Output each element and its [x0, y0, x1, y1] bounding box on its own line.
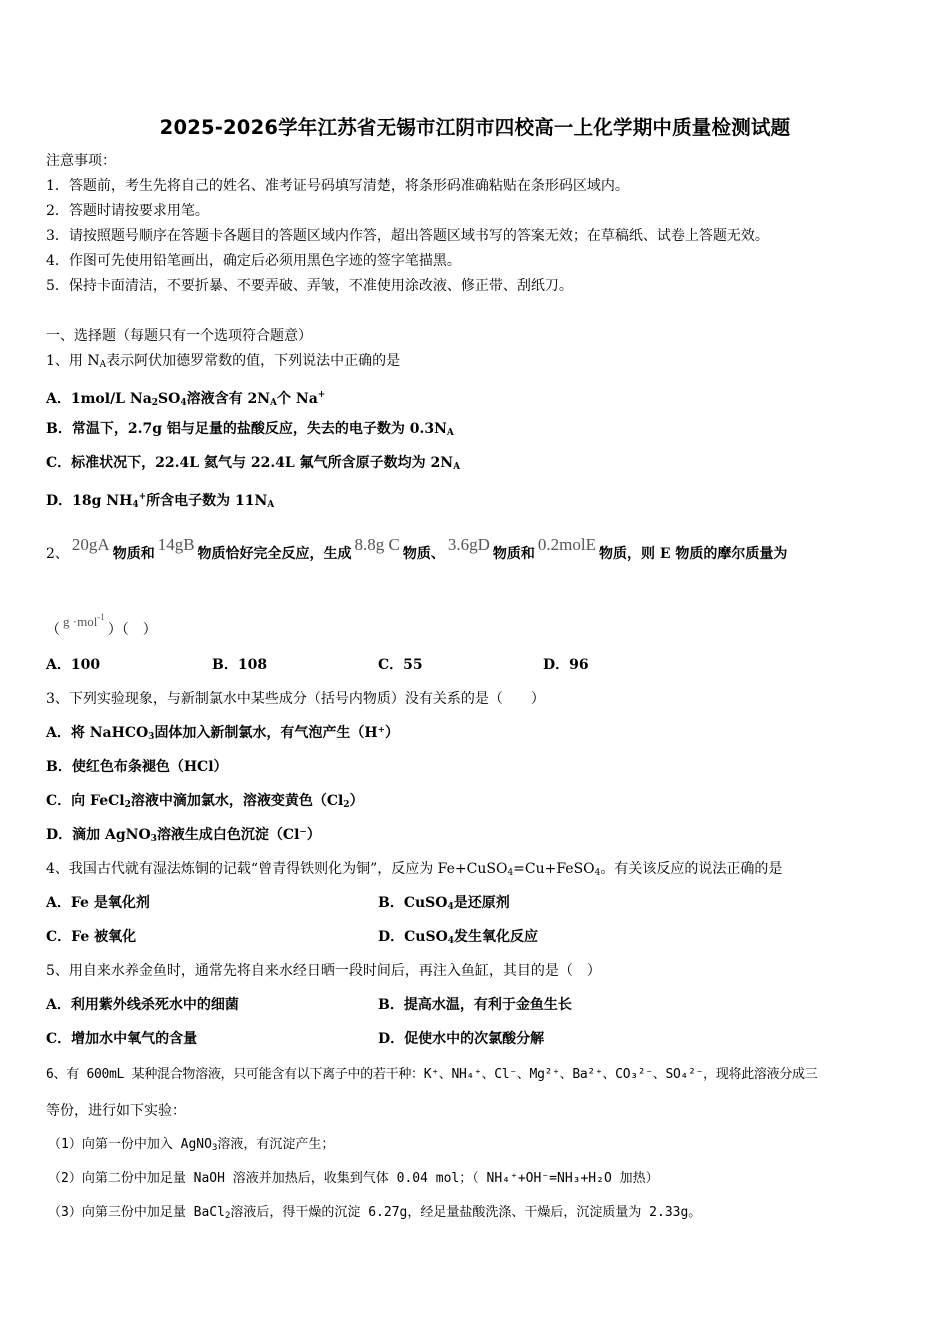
notice-item: 4．作图可先使用铅笔画出，确定后必须用黑色字迹的签字笔描黑。: [46, 253, 461, 269]
formula-image: 14gB: [157, 535, 195, 554]
question-5-option-a: A．利用紫外线杀死水中的细菌: [46, 997, 239, 1013]
question-3-option-a: A．将 NaHCO$_3$固体加入新制氯水，有气泡产生（H⁺）: [46, 725, 400, 742]
question-2-stem: 2、 20gA 物质和 14gB 物质恰好完全反应，生成 8.8g C 物质、 3.6gD 物质和 0.2molE 物质，则 E 物质的摩尔质量为: [46, 535, 788, 562]
notice-item: 1．答题前，考生先将自己的姓名、准考证号码填写清楚，将条形码准确粘贴在条形码区域内。: [46, 178, 629, 194]
question-2-option-c: C．55: [378, 657, 423, 673]
question-6-stem-continued: 等份，进行如下实验：: [46, 1103, 186, 1119]
question-3-stem: 3、下列实验现象，与新制氯水中某些成分（括号内物质）没有关系的是（ ）: [46, 691, 545, 707]
question-3-option-c: C．向 FeCl$_2$溶液中滴加氯水，溶液变黄色$(Cl_2)$: [46, 793, 364, 810]
question-5-option-b: B．提高水温，有利于金鱼生长: [378, 997, 572, 1013]
question-6-experiment-3: （3）向第三份中加足量 BaCl$_2$溶液后，得干燥的沉淀 6.27g，经足量盐酸洗涤、干燥后，沉淀质量为 2.33g。: [48, 1205, 702, 1221]
question-6-stem: 6、有 600mL 某种混合物溶液，只可能含有以下离子中的若干种：K⁺、NH₄⁺、Cl⁻、Mg²⁺、Ba²⁺、CO₃²⁻、SO₄²⁻，现将此溶液分成三: [46, 1067, 818, 1082]
question-4-option-a: A．Fe 是氧化剂: [46, 895, 150, 911]
question-1-option-a: A．1mol/L $Na_2SO_4$溶液含有 $2N_A$个 Na+: [46, 390, 326, 408]
question-1-stem: 1、用 $N_A$表示阿伏加德罗常数的值，下列说法中正确的是: [46, 353, 401, 370]
question-5-option-c: C．增加水中氧气的含量: [46, 1031, 198, 1047]
question-3-option-d: D．滴加 AgNO$_3$溶液生成白色沉淀（Cl⁻）: [46, 827, 321, 844]
question-6-experiment-1: （1）向第一份中加入 AgNO$_3$溶液，有沉淀产生；: [48, 1137, 335, 1153]
formula-image: 3.6gD: [447, 535, 490, 554]
question-4-option-c: C．Fe 被氧化: [46, 929, 137, 945]
notice-item: 3．请按照题号顺序在答题卡各题目的答题区域内作答，超出答题区域书写的答案无效；在草稿纸、试卷上答题无效。: [46, 228, 769, 244]
question-2-unit: （g ·mol$^{-1}$）（ ）: [46, 608, 157, 639]
question-1-option-d: D．18g $NH_4^+$所含电子数为 $11N_A$: [46, 492, 275, 510]
question-1-option-b: B．常温下，2.7g 铝与足量的盐酸反应，失去的电子数为 $0.3N_A$: [46, 421, 454, 438]
question-2-option-a: A．100: [46, 657, 101, 673]
notice-item: 2．答题时请按要求用笔。: [46, 203, 209, 219]
notice-item: 5．保持卡面清洁，不要折暴、不要弄破、弄皱，不准使用涂改液、修正带、刮纸刀。: [46, 278, 573, 294]
formula-image: 8.8g C: [354, 535, 400, 554]
section-heading: 一、选择题（每题只有一个选项符合题意）: [46, 328, 312, 344]
question-4-option-d: D．CuSO$_4$发生氧化反应: [378, 929, 539, 946]
question-2-option-d: D．96: [543, 657, 589, 673]
question-5-stem: 5、用自来水养金鱼时，通常先将自来水经日晒一段时间后，再注入鱼缸，其目的是（ ）: [46, 963, 601, 979]
question-4-option-b: B．CuSO$_4$是还原剂: [378, 895, 510, 912]
question-3-option-b: B．使红色布条褪色（HCl）: [46, 759, 228, 775]
notice-heading: 注意事项：: [46, 153, 116, 169]
question-4-stem: 4、我国古代就有湿法炼铜的记载“曾青得铁则化为铜”，反应为 Fe+CuSO$_4$=Cu+FeSO$_4$。有关该反应的说法正确的是: [46, 861, 783, 878]
question-5-option-d: D．促使水中的次氯酸分解: [378, 1031, 545, 1047]
question-2-option-b: B．108: [212, 657, 268, 673]
page-title: 2025-2026学年江苏省无锡市江阴市四校高一上化学期中质量检测试题: [159, 116, 791, 139]
formula-image: 0.2molE: [537, 535, 597, 554]
question-1-option-c: C．标准状况下，22.4L 氦气与 22.4L 氟气所含原子数均为 $2N_A$: [46, 455, 461, 472]
question-6-experiment-2: （2）向第二份中加足量 NaOH 溶液并加热后，收集到气体 0.04 mol；（ NH₄⁺+OH⁻=NH₃+H₂O 加热）: [48, 1171, 659, 1186]
formula-image: 20gA: [71, 535, 110, 554]
formula-image: g ·mol$^{-1}$: [63, 612, 105, 629]
